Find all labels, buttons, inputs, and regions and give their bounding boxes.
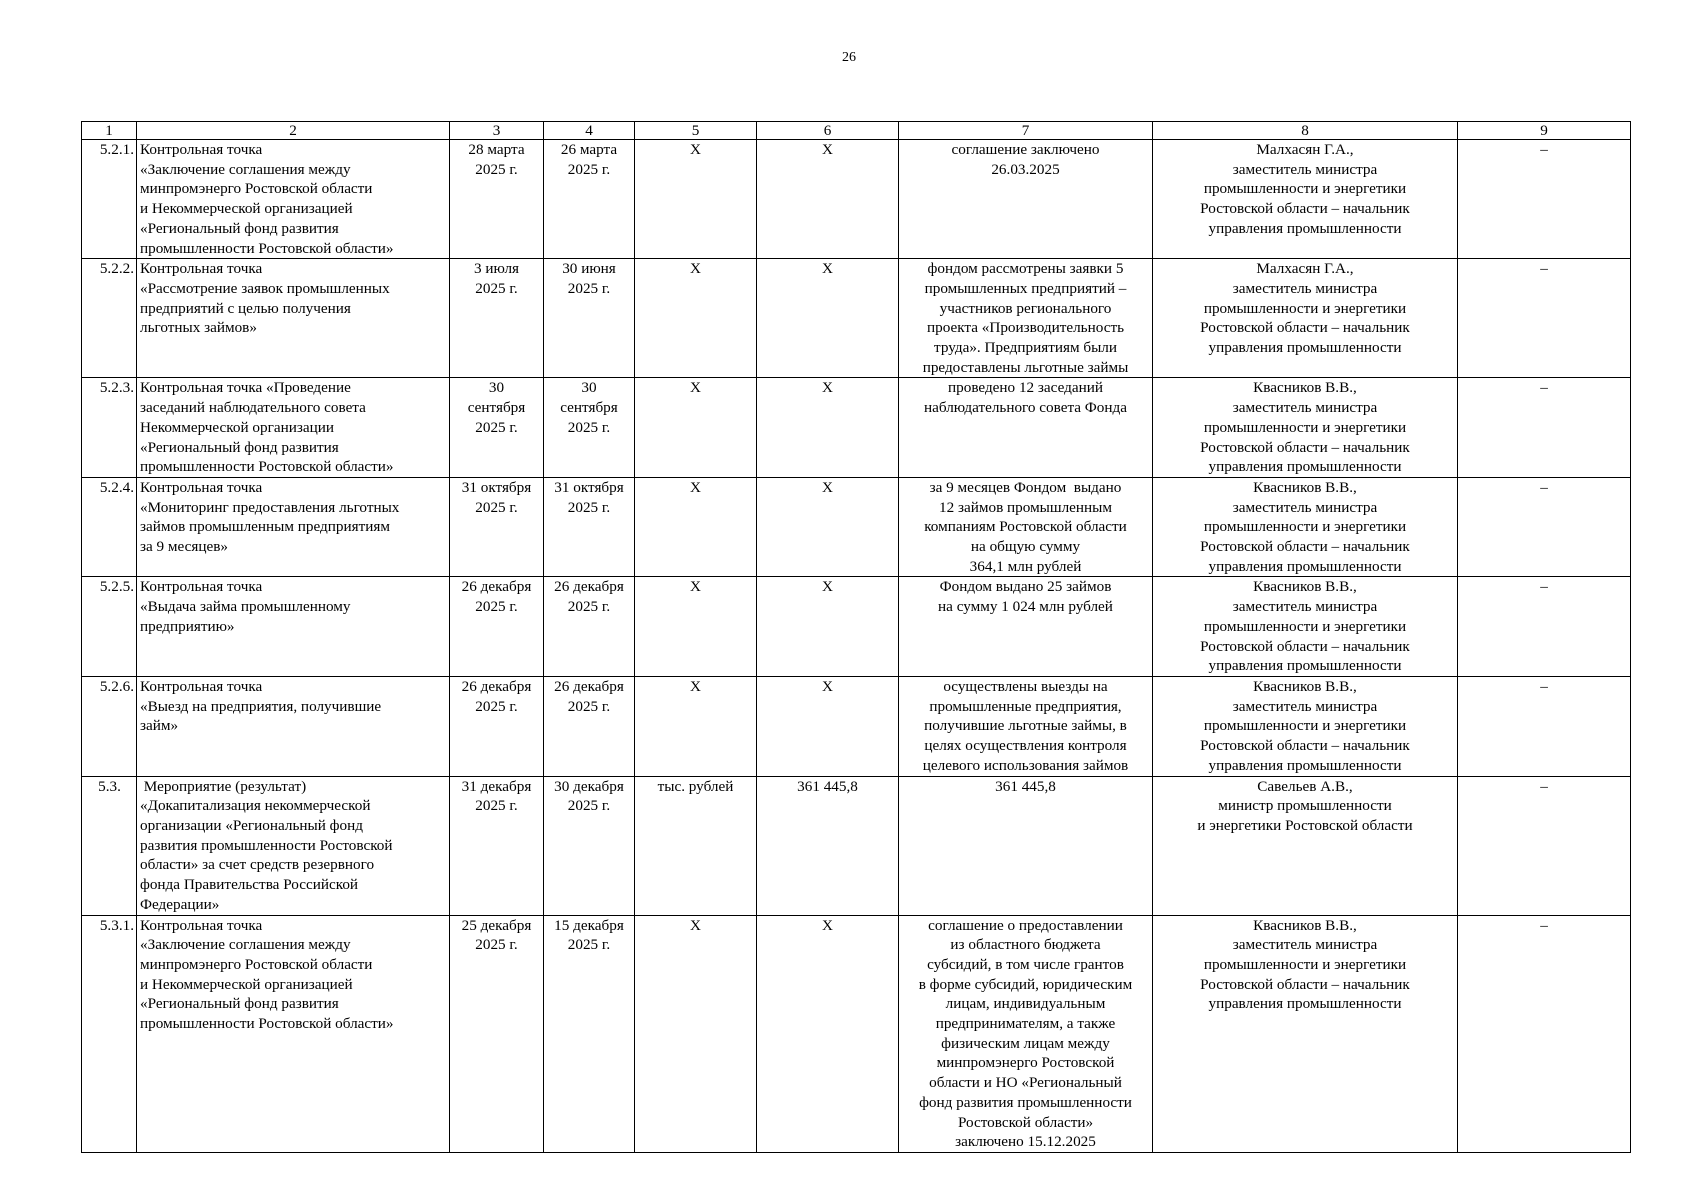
actual-date-line: 31 октября [554,478,624,496]
result-line: за 9 месяцев Фондом выдано [929,478,1122,496]
plan-table-body [82,122,1631,1153]
result-line: получившие льготные займы, в [924,717,1127,735]
table-row [82,477,1631,577]
page-number: 26 [842,50,856,65]
actual-date-line: 30 [581,379,597,397]
result-line: осуществлены выезды на [943,677,1108,695]
responsible-line: Ростовской области – начальник [1200,319,1410,337]
actual-date-line: 2025 г. [567,936,611,954]
responsible-line: управления промышленности [1208,756,1402,774]
column-number: 6 [757,122,899,140]
event-name-line: предприятий с целью получения [140,299,351,317]
row-number: 5.2.5. [82,577,137,677]
result [899,378,1153,478]
result-line: из областного бюджета [950,936,1101,954]
event-name-line: «Заключение соглашения между [140,160,351,178]
column-number: 8 [1153,122,1458,140]
responsible-line: и энергетики Ростовской области [1197,816,1413,834]
unit: X [635,477,757,577]
responsible-line: Ростовской области – начальник [1200,438,1410,456]
responsible [1153,477,1458,577]
result [899,915,1153,1152]
result-line: физическим лицам между [941,1034,1110,1052]
row-number: 5.2.2. [82,259,137,378]
result-line: участников регионального [939,299,1112,317]
responsible [1153,915,1458,1152]
column-number: 5 [635,122,757,140]
value: X [757,676,899,776]
actual-date-line: 2025 г. [567,279,611,297]
planned-date-line: 31 октября [461,478,532,496]
responsible-line: Квасников В.В., [1253,677,1357,695]
planned-date [450,477,544,577]
responsible-line: Савельев А.В., [1257,777,1353,795]
column-number: 9 [1458,122,1631,140]
result-line: 26.03.2025 [991,160,1060,178]
result-line: проведено 12 заседаний [948,379,1103,397]
result-line: на сумму 1 024 млн рублей [938,598,1113,616]
row-number: 5.2.1. [82,140,137,259]
event-name-line: льготных займов» [140,319,257,337]
planned-date-line: 26 декабря [461,578,532,596]
planned-date-line: 2025 г. [475,797,518,815]
actual-date [544,259,635,378]
value: X [757,140,899,259]
event-name-line: займов промышленным предприятиям [140,518,390,536]
event-name-line: минпромэнерго Ростовской области [140,955,373,973]
note: – [1458,915,1631,1152]
event-name-line: промышленности Ростовской области» [140,458,394,476]
planned-date-line: 2025 г. [475,498,518,516]
actual-date-line: 2025 г. [567,498,611,516]
planned-date-line: 2025 г. [475,160,518,178]
event-name-line: промышленности Ростовской области» [140,239,394,257]
responsible-line: промышленности и энергетики [1203,180,1407,198]
actual-date-line: 30 декабря [554,777,624,795]
event-name-line: предприятию» [140,617,235,635]
event-name [137,676,450,776]
event-name-line: организации «Региональный фонд [140,816,363,834]
actual-date-line: 2025 г. [567,160,611,178]
result-line: лицам, индивидуальным [945,995,1106,1013]
responsible-line: заместитель министра [1232,498,1378,516]
event-name [137,477,450,577]
table-row [82,915,1631,1152]
responsible-line: управления промышленности [1208,657,1402,675]
event-name-line: области» за счет средств резервного [140,856,375,874]
note: – [1458,776,1631,915]
value: X [757,378,899,478]
result-line: промышленных предприятий – [924,279,1127,297]
note: – [1458,577,1631,677]
event-name [137,915,450,1152]
event-name [137,378,450,478]
actual-date-line: 15 декабря [554,916,624,934]
unit: тыс. рублей [635,776,757,915]
column-number: 4 [544,122,635,140]
row-number: 5.2.6. [82,676,137,776]
column-number: 2 [137,122,450,140]
table-row [82,676,1631,776]
responsible-line: промышленности и энергетики [1203,617,1407,635]
event-name-line: за 9 месяцев» [140,538,229,556]
actual-date [544,776,635,915]
event-name-line: Контрольная точка [140,677,263,695]
responsible-line: Ростовской области – начальник [1200,737,1410,755]
responsible-line: управления промышленности [1208,995,1402,1013]
result-line: предоставлены льготные займы [922,358,1129,376]
responsible-line: Ростовской области – начальник [1200,975,1410,993]
planned-date-line: 2025 г. [475,936,518,954]
result-line: Фондом выдано 25 займов [939,578,1112,596]
unit: X [635,915,757,1152]
planned-date-line: 2025 г. [475,598,518,616]
event-name-line: «Выезд на предприятия, получившие [140,697,382,715]
responsible-line: заместитель министра [1232,279,1378,297]
event-name-line: «Выдача займа промышленному [140,598,351,616]
actual-date-line: 2025 г. [567,598,611,616]
actual-date-line: 26 марта [560,141,618,158]
event-name-line: Контрольная точка [140,260,263,278]
responsible-line: заместитель министра [1232,598,1378,616]
responsible-line: управления промышленности [1208,557,1402,575]
responsible-line: Квасников В.В., [1253,578,1357,596]
event-name-line: и Некоммерческой организацией [140,200,353,218]
responsible [1153,378,1458,478]
event-name-line: «Заключение соглашения между [140,936,351,954]
actual-date-line: сентября [560,399,618,417]
event-name-line: минпромэнерго Ростовской области [140,180,373,198]
responsible-line: управления промышленности [1208,339,1402,357]
event-name-line: «Мониторинг предоставления льготных [140,498,400,516]
event-name-line: заседаний наблюдательного совета [140,399,366,417]
responsible-line: заместитель министра [1232,160,1378,178]
actual-date [544,577,635,677]
column-number: 3 [450,122,544,140]
unit: X [635,259,757,378]
event-name-line: Контрольная точка [140,916,263,934]
actual-date [544,915,635,1152]
result-line: 12 займов промышленным [939,498,1112,516]
result-line: Ростовской области» [957,1113,1094,1131]
responsible-line: заместитель министра [1232,697,1378,715]
result-line: субсидий, в том числе грантов [927,955,1124,973]
result [899,140,1153,259]
row-number: 5.2.4. [82,477,137,577]
planned-date [450,378,544,478]
event-name-line: займ» [140,717,179,735]
plan-table [81,121,1631,1153]
table-row [82,577,1631,677]
result-line: труда». Предприятиям были [934,339,1117,357]
planned-date-line: 31 декабря [461,777,532,795]
value: X [757,477,899,577]
responsible [1153,676,1458,776]
value: X [757,915,899,1152]
result-line: фондом рассмотрены заявки 5 [927,260,1124,278]
event-name-line: и Некоммерческой организацией [140,975,353,993]
responsible-line: промышленности и энергетики [1203,955,1407,973]
result [899,477,1153,577]
responsible-line: Ростовской области – начальник [1200,200,1410,218]
event-name-line: Контрольная точка [140,578,263,596]
result-line: проекта «Производительность [926,319,1125,337]
event-name-line: развития промышленности Ростовской [140,836,393,854]
responsible-line: министр промышленности [1218,797,1392,815]
result-line: в форме субсидий, юридическим [918,975,1133,993]
result [899,776,1153,915]
result-line: заключено 15.12.2025 [955,1133,1096,1151]
result-line: наблюдательного совета Фонда [924,399,1127,417]
unit: X [635,577,757,677]
result-line: компаниям Ростовской области [924,518,1127,536]
event-name-line: «Региональный фонд развития [140,995,339,1013]
result-line: фонд развития промышленности [919,1093,1132,1111]
note: – [1458,477,1631,577]
event-name-line: Контрольная точка [140,478,263,496]
responsible-line: заместитель министра [1232,399,1378,417]
responsible-line: заместитель министра [1232,936,1378,954]
planned-date-line: 2025 г. [475,697,518,715]
column-number-row [82,122,1631,140]
event-name [137,259,450,378]
result-line: соглашение о предоставлении [928,916,1123,934]
row-number: 5.3.1. [82,915,137,1152]
result-line: области и НО «Региональный [929,1074,1122,1092]
responsible-line: промышленности и энергетики [1203,717,1407,735]
actual-date-line: 30 июня [562,260,616,278]
actual-date [544,140,635,259]
actual-date-line: 26 декабря [554,677,624,695]
result-line: предпринимателям, а также [935,1015,1116,1033]
event-name-line: Контрольная точка «Проведение [140,379,351,397]
responsible-line: Малхасян Г.А., [1256,141,1354,158]
event-name-line: Некоммерческой организации [140,418,334,436]
result [899,676,1153,776]
responsible [1153,776,1458,915]
responsible-line: Квасников В.В., [1253,916,1357,934]
event-name [137,140,450,259]
note: – [1458,259,1631,378]
planned-date [450,915,544,1152]
result [899,577,1153,677]
planned-date [450,577,544,677]
event-name-line: «Региональный фонд развития [140,438,339,456]
unit: X [635,140,757,259]
planned-date [450,676,544,776]
responsible-line: Квасников В.В., [1253,478,1357,496]
event-name-line: «Региональный фонд развития [140,219,339,237]
planned-date [450,259,544,378]
actual-date-line: 26 декабря [554,578,624,596]
column-number: 7 [899,122,1153,140]
responsible [1153,259,1458,378]
planned-date-line: 28 марта [468,141,525,158]
planned-date-line: сентября [467,399,526,417]
planned-date-line: 25 декабря [461,916,532,934]
planned-date [450,776,544,915]
table-row [82,140,1631,259]
event-name-line: фонда Правительства Российской [140,876,359,894]
note: – [1458,378,1631,478]
table-row [82,259,1631,378]
responsible-line: Квасников В.В., [1253,379,1357,397]
result [899,259,1153,378]
actual-date [544,378,635,478]
result-line: 361 445,8 [995,777,1056,795]
result-line: на общую сумму [970,538,1081,556]
result-line: целях осуществления контроля [924,737,1127,755]
result-line: 364,1 млн рублей [969,557,1082,575]
planned-date-line: 3 июля [473,260,520,278]
result-line: целевого использования займов [922,756,1129,774]
unit: X [635,676,757,776]
responsible-line: управления промышленности [1208,219,1402,237]
note: – [1458,676,1631,776]
table-row [82,378,1631,478]
result-line: соглашение заключено [951,141,1100,158]
responsible-line: промышленности и энергетики [1203,418,1407,436]
note: – [1458,140,1631,259]
actual-date-line: 2025 г. [567,418,611,436]
responsible-line: промышленности и энергетики [1203,518,1407,536]
event-name-line: Контрольная точка [140,141,263,158]
actual-date-line: 2025 г. [567,797,611,815]
responsible-line: промышленности и энергетики [1203,299,1407,317]
planned-date-line: 26 декабря [461,677,532,695]
event-name-line: Мероприятие (результат) [140,777,307,795]
responsible-line: Малхасян Г.А., [1256,260,1354,278]
actual-date [544,676,635,776]
event-name [137,577,450,677]
value: 361 445,8 [757,776,899,915]
event-name-line: «Рассмотрение заявок промышленных [140,279,390,297]
responsible-line: Ростовской области – начальник [1200,637,1410,655]
planned-date [450,140,544,259]
result-line: промышленные предприятия, [929,697,1122,715]
event-name-line: Федерации» [140,895,220,913]
result-line: минпромэнерго Ростовской [936,1054,1115,1072]
responsible [1153,577,1458,677]
responsible [1153,140,1458,259]
actual-date-line: 2025 г. [567,697,611,715]
unit: X [635,378,757,478]
event-name-line: промышленности Ростовской области» [140,1015,394,1033]
event-name-line: «Докапитализация некоммерческой [140,797,371,815]
table-row [82,776,1631,915]
row-number: 5.2.3. [82,378,137,478]
value: X [757,577,899,677]
planned-date-line: 30 [488,379,505,397]
actual-date [544,477,635,577]
responsible-line: Ростовской области – начальник [1200,538,1410,556]
column-number: 1 [82,122,137,140]
event-name [137,776,450,915]
planned-date-line: 2025 г. [475,418,518,436]
value: X [757,259,899,378]
row-number: 5.3. [82,776,137,915]
responsible-line: управления промышленности [1208,458,1402,476]
planned-date-line: 2025 г. [475,279,518,297]
